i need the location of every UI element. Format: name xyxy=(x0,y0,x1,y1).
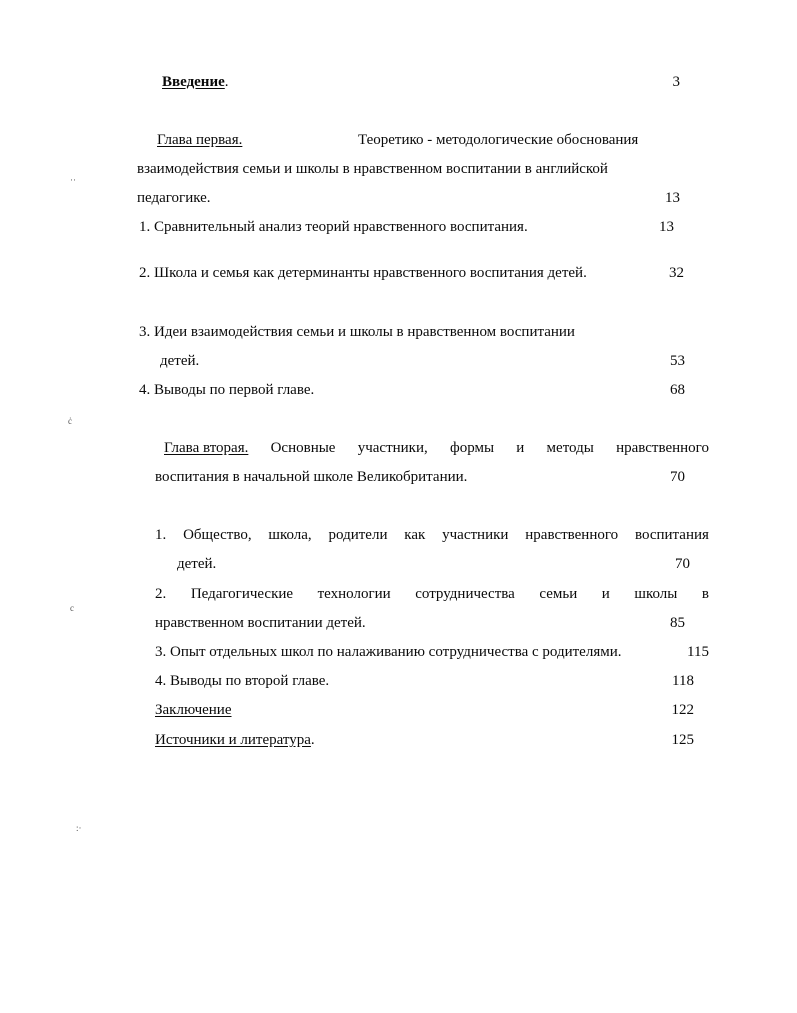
ch1-item-1-page: 13 xyxy=(659,219,674,235)
word: воспитания xyxy=(634,527,709,543)
word: как xyxy=(404,527,426,543)
ch1-item-3-line1: 3. Идеи взаимодействия семьи и школы в нравственном воспитании xyxy=(139,324,575,340)
ch2-item-3-page: 115 xyxy=(687,644,709,660)
word: нравственного xyxy=(616,440,709,456)
chapter-1-title-line2: взаимодействия семьи и школы в нравственном воспитании в английской xyxy=(137,161,608,177)
chapter-1-title-line3: педагогике. xyxy=(137,190,211,206)
intro-page: 3 xyxy=(672,74,680,90)
ch2-item-4-page: 118 xyxy=(672,673,694,689)
sources-title: Источники и литература xyxy=(155,732,311,748)
word: сотрудничества xyxy=(415,586,515,602)
word: 1. xyxy=(155,527,167,543)
ch1-item-1: 1. Сравнительный анализ теорий нравственного воспитания. xyxy=(139,219,528,235)
scan-mark: ċ xyxy=(68,416,72,426)
ch2-item-2-line2: нравственном воспитании детей. xyxy=(155,615,366,631)
ch1-item-4: 4. Выводы по первой главе. xyxy=(139,382,315,398)
word: школа, xyxy=(268,527,312,543)
ch1-item-3-line2: детей. xyxy=(160,353,200,369)
chapter-1-page: 13 xyxy=(665,190,680,206)
chapter-2-heading: Глава вторая. xyxy=(164,440,249,456)
word: и xyxy=(601,586,610,602)
word: и xyxy=(516,440,525,456)
word: Общество, xyxy=(183,527,252,543)
word: методы xyxy=(546,440,594,456)
conclusion-page: 122 xyxy=(671,702,694,718)
chapter-2-page: 70 xyxy=(670,469,685,485)
word: родители xyxy=(328,527,388,543)
word: семьи xyxy=(539,586,578,602)
chapter-1-heading: Глава первая. xyxy=(157,132,243,148)
ch2-item-1-line1 xyxy=(155,526,709,544)
word: участники, xyxy=(357,440,428,456)
ch1-item-2: 2. Школа и семья как детерминанты нравственного воспитания детей. xyxy=(139,265,587,281)
sources-page: 125 xyxy=(671,732,694,748)
scan-mark: :· xyxy=(76,823,82,833)
chapter-1-title-line1: Теоретико - методологические обоснования xyxy=(358,132,639,148)
ch1-item-4-page: 68 xyxy=(670,382,685,398)
intro-title: Введение xyxy=(162,74,225,90)
ch2-item-2-page: 85 xyxy=(670,615,685,631)
word: в xyxy=(701,586,709,602)
toc-entry-sources: Источники и литература. xyxy=(155,732,315,748)
ch1-item-3-page: 53 xyxy=(670,353,685,369)
toc-entry-intro: Введение. xyxy=(162,74,229,90)
scan-mark: c xyxy=(70,603,74,613)
ch2-item-2-line1 xyxy=(155,585,709,603)
ch1-item-2-page: 32 xyxy=(669,265,684,281)
conclusion-title: Заключение xyxy=(155,702,232,718)
word: 2. xyxy=(155,586,167,602)
word: участники xyxy=(442,527,509,543)
ch2-item-1-line2: детей. xyxy=(177,556,217,572)
word: Педагогические xyxy=(190,586,294,602)
ch2-item-1-page: 70 xyxy=(675,556,690,572)
word: школы xyxy=(634,586,678,602)
ch2-item-3: 3. Опыт отдельных школ по налаживанию сотрудничества с родителями. xyxy=(155,644,622,660)
chapter-2-title-line2: воспитания в начальной школе Великобритании. xyxy=(155,469,468,485)
word: формы xyxy=(449,440,495,456)
chapter-2-title-line1 xyxy=(164,439,709,457)
word: технологии xyxy=(317,586,391,602)
word: Основные xyxy=(270,440,336,456)
word: нравственного xyxy=(525,527,619,543)
scan-mark: ·· xyxy=(70,175,76,185)
ch2-item-4: 4. Выводы по второй главе. xyxy=(155,673,330,689)
